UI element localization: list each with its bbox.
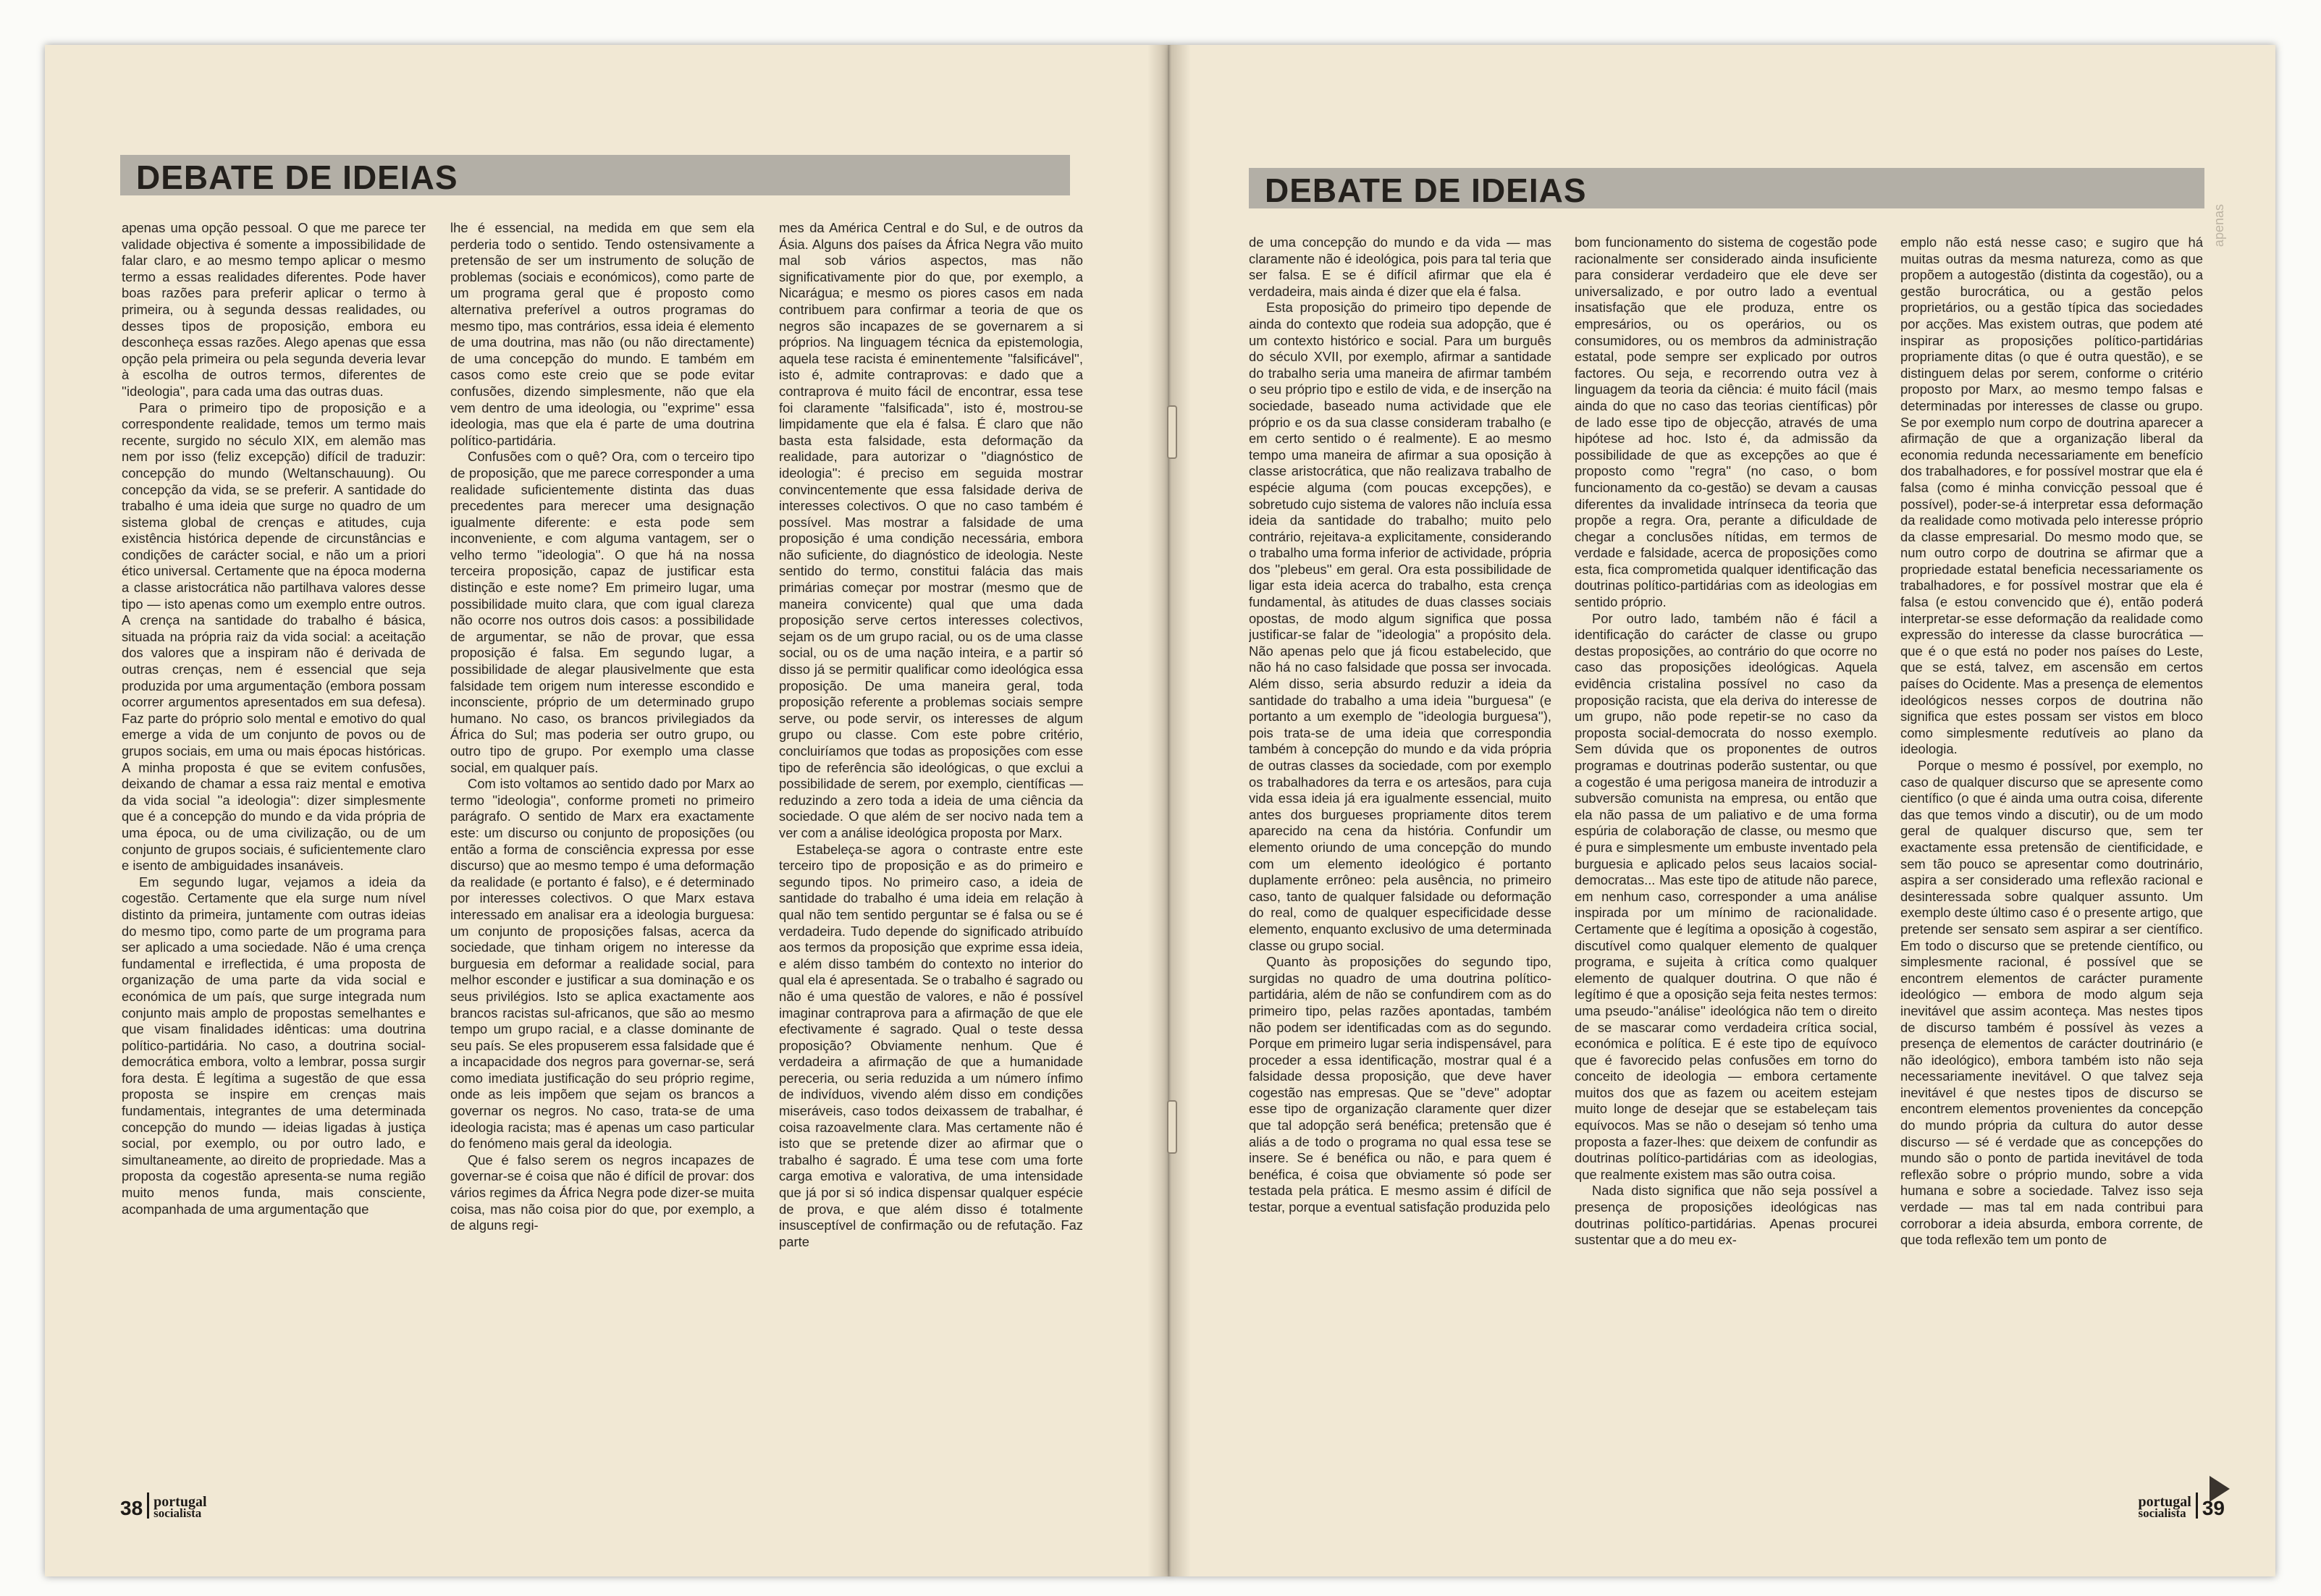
paragraph: Que é falso serem os negros incapazes de governar-se é coisa que não é difícil de provar: dos vários regimes da África Negra pode dizer-se muita coisa, mas não coisa pior do que, por exemplo, a de alguns regi- [450, 1152, 754, 1233]
footer-divider [147, 1492, 149, 1519]
text-column-2 [1575, 235, 1877, 1552]
text-column-1 [122, 220, 426, 1549]
paragraph: Para o primeiro tipo de proposição e a correspondente realidade, temos um termo mais recente, surgido no século XIX, em alemão mas nem por isso (feliz excepção) difícil de traduzir: concepção do mundo (Weltanschauung). Ou concepção da vida, se se preferir. A santidade do trabalho é uma ideia que surge no quadro de um sistema global de crenças e atitudes, cuja existência histórica depende de circunstâncias e condições de carácter social, e não um a priori ético universal. Certamente que na época moderna a classe aristocrática não partilhava valores desse tipo — isto apenas como um exemplo entre outros. A crença na santidade do trabalho é básica, situada na própria raiz da vida social: a aceitação dos valores que a inspiram não é derivada de outras crenças, nem é essencial que seja produzida por uma argumentação (embora possam ocorrer argumentos apresentados em sua defesa). Faz parte do próprio solo mental e emotivo do qual emerge a vida de um conjunto de povos ou de grupos sociais, em uma ou mais épocas históricas. A minha proposta é que se evitem confusões, deixando de chamar a essa raiz mental e emotiva da vida social ''a ideologia'': dizer simplesmente que é a concepção do mundo e da vida própria de uma época, ou de uma civilização, ou de um conjunto de grupos sociais, é suficientemente claro e isento de ambiguidades insanáveis. [122, 400, 426, 874]
page-footer [120, 1492, 207, 1519]
binding-gutter [1147, 45, 1191, 1576]
paragraph: Estabeleça-se agora o contraste entre este terceiro tipo de proposição e as do primeiro e segundo tipos. No primeiro caso, a ideia de santidade do trabalho é uma ideia em relação à qual não tem sentido perguntar se é falsa ou se é verdadeira. Tudo depende do significado atribuído aos termos da proposição que exprime essa ideia, e além disso também do contexto no interior do qual ela é apresentada. Se o trabalho é sagrado ou não é uma questão de valores, e não é possível imaginar contraprova para a afirmação de que ele efectivamente é sagrado. Qual o teste dessa proposição? Obviamente nenhum. Que é verdadeira a afirmação de que a humanidade pereceria, ou seria reduzida a um número ínfimo de indivíduos, vivendo além disso em condições miseráveis, caso todos deixassem de trabalhar, é coisa razoavelmente clara. Mas certamente não é isto que se pretende dizer ao afirmar que o trabalho é sagrado. É uma tese com uma forte carga emotiva e valorativa, de uma intensidade que já por si só indica dispensar qualquer espécie de prova, e que além disso é totalmente insusceptível de confirmação ou de refutação. Faz parte [779, 841, 1083, 1249]
page-number: 39 [2202, 1497, 2225, 1519]
section-header-bar [1249, 168, 2204, 208]
paragraph: lhe é essencial, na medida em que sem ela perderia todo o sentido. Tendo ostensivamente a pretensão de ser um instrumento de solução de problemas (sociais e económicos), como parte de um programa geral que é proposto como alternativa preferível a outros programas do mesmo tipo, mas contrários, essa ideia é elemento de uma doutrina, mas não (ou não directamente) de uma concepção do mundo. E também em casos como este creio que se pode evitar confusões, dizendo simplesmente, não que ela vem dentro de uma ideologia, ou ''exprime'' essa ideologia, mas que ela é parte de uma doutrina político-partidária. [450, 220, 754, 448]
text-column-3 [1900, 235, 2203, 1552]
staple [1167, 405, 1177, 459]
bleed-through-text: apenas [2212, 204, 2226, 248]
paragraph: emplo não está nesse caso; e sugiro que há muitas outras da mesma natureza, como as que propõem a autogestão (distinta da cogestão), ou a gestão burocrática, ou a gestão pelos proprietários, ou a gestão típica das sociedades por acções. Mas existem outras, que podem até inspirar as proposições político-partidárias propriamente ditas (o que é outra questão), e se distinguem delas por serem, conforme o critério proposto por Marx, ao mesmo tempo falsas e determinadas por interesses de classe ou grupo. Se por exemplo num corpo de doutrina aparecer a afirmação de que a organização liberal da economia redunda necessariamente em benefício dos trabalhadores, e for possível mostrar que ela é falsa (como é minha convicção pessoal que é possível), poder-se-á interpretar essa deformação da realidade como motivada pelo interesse próprio da classe empresarial. Do mesmo modo que, se num outro corpo de doutrina se afirmar que a propriedade estatal beneficia necessariamente os trabalhadores, e for possível mostrar que ela é falsa (e estou convencido que é), então poderá interpretar-se esse deformação da realidade como expressão do interesse da classe burocrática — que é o que está no poder nos países do Leste, que se está, talvez, em ascensão em certos países do Ocidente. Mas a presença de elementos ideológicos nesses corpos de doutrina não significa que estes possam ser vistos em bloco como simplesmente redutíveis ao plano da ideologia. [1900, 235, 2203, 757]
page-footer [2139, 1492, 2225, 1519]
page-number: 38 [120, 1497, 143, 1519]
paragraph: Esta proposição do primeiro tipo depende de ainda do contexto que rodeia sua adopção, que é um contexto histórico e social. Para um burguês do século XVII, por exemplo, afirmar a santidade do trabalho seria uma maneira de afirmar também o seu próprio tipo e estilo de vida, e de inserção na sociedade, baseado numa actividade que ele próprio e os da sua classe consideram trabalho (e em certo sentido o é realmente). E ao mesmo tempo uma maneira de afirmar a sua oposição à classe aristocrática, que não realizava trabalho de espécie alguma (com poucas excepções), e sobretudo cujo sistema de valores não incluía essa ideia da santidade do trabalho; muito pelo contrário, rejeitava-a explicitamente, considerando o trabalho uma forma inferior de actividade, própria dos ''plebeus'' em geral. Ora esta possibilidade de ligar esta ideia acerca do trabalho, esta crença fundamental, às atitudes de duas classes sociais opostas, de modo algum significa que possa justificar-se falar de ''ideologia'' a propósito dela. Não apenas pelo que já ficou estabelecido, que não há no caso falsidade que possa ser invocada. Além disso, seria absurdo reduzir a ideia da santidade do trabalho a uma ideia ''burguesa'' (e portanto a um exemplo de ''ideologia burguesa''), pois trata-se de uma ideia que correspondia também à concepção do mundo e da vida própria de outras classes da sociedade, com por exemplo os trabalhadores da terra e os artesãos, para cuja vida essa ideia já era igualmente essencial, muito antes dos burgueses propriamente ditos terem aparecido na cena da história. Confundir um elemento oriundo de uma concepção do mundo com um elemento ideológico é portanto duplamente errôneo: pela ausência, no primeiro caso, tanto de qualquer falsidade ou deformação do real, como de qualquer especificidade desse elemento, enquanto exclusivo de uma determinada classe ou grupo social. [1249, 300, 1551, 953]
paragraph: Com isto voltamos ao sentido dado por Marx ao termo ''ideologia'', conforme prometi no primeiro parágrafo. O sentido de Marx era exactamente este: um discurso ou conjunto de proposições (ou então a forma de consciência expressa por esse discurso) que ao mesmo tempo é uma deformação da realidade (e portanto é falso), e é determinado por interesses colectivos. O que Marx estava interessado em analisar era a ideologia burguesa: um conjunto de proposições falsas, acerca da sociedade, que tinham origem no interesse da burguesia em deformar a realidade social, para melhor esconder e justificar a sua dominação e os seus privilégios. Isto se aplica exactamente aos brancos racistas sul-africanos, que são ao mesmo tempo um grupo racial, e a classe dominante de seu país. Se eles propuserem essa falsidade que é a incapacidade dos negros para governar-se, será como imediata justificação do seu próprio regime, onde as leis impõem que sejam os brancos a governar os negros. No caso, trata-se de uma ideologia racista; mas é apenas um caso particular do fenómeno mais geral da ideologia. [450, 776, 754, 1152]
paragraph: bom funcionamento do sistema de cogestão pode racionalmente ser considerado ainda insuficiente para considerar verdadeiro que ele deve ser universalizado, e por outro lado a eventual insatisfação que ele produza, entre os empresários, ou os operários, ou os consumidores, ou os membros da administração estatal, pode sempre ser explicado por outros factores. Ou seja, e recorrendo outra vez à linguagem da teoria da ciência: é muito fácil (mais ainda do que no caso das teorias científicas) pôr de lado esse tipo de objecção, através de uma hipótese ad hoc. Isto é, da admissão da possibilidade de que as excepções ao que é proposto como ''regra'' (no caso, o bom funcionamento da co-gestão) se devam a causas diferentes da invalidade intrínseca da teoria que propõe a regra. Ora, perante a dificuldade de chegar a conclusões nítidas, em termos de verdade e falsidade, acerca de proposições como esta, fica comprometida qualquer identificação das doutrinas político-partidárias com as ideologias em sentido próprio. [1575, 235, 1877, 610]
paragraph: Nada disto significa que não seja possível a presença de proposições ideológicas nas doutrinas político-partidárias. Apenas procurei sustentar que a do meu ex- [1575, 1183, 1877, 1248]
text-column-2 [450, 220, 754, 1549]
paragraph: mes da América Central e do Sul, e de outros da Ásia. Alguns dos países da África Negra vão muito mal sob vários aspectos, mas não significativamente pior do que, por exemplo, a Nicarágua; e mesmo os piores casos em nada contribuem para confirmar a teoria de que os negros são incapazes de se governarem a si próprios. Na linguagem técnica da epistemologia, aquela tese racista é eminentemente ''falsificável'', isto é, admite contraprovas: e dado que a contraprova é muito fácil de encontrar, essa tese foi claramente ''falsificada'', isto é, mostrou-se limpidamente que ela é falsa. É claro que não basta esta falsidade, esta deformação da realidade, para autorizar o ''diagnóstico de ideologia'': é preciso em seguida mostrar convincentemente que essa falsidade deriva de interesses colectivos. O que no caso também é possível. Mas mostrar a falsidade de uma proposição é uma condição necessária, embora não suficiente, do diagnóstico de ideologia. Neste sentido do termo, constitui falácia das mais primárias começar por mostrar (mesmo que de maneira convicente) qual que uma dada proposição serve certos interesses colectivos, sejam os de um grupo racial, ou os de uma classe social, ou os de uma nação inteira, e a partir só disso já se permitir qualificar como ideológica essa proposição. De uma maneira geral, toda proposição referente a problemas sociais sempre serve, ou pode servir, os interesses de algum grupo ou classe. Com este pobre critério, concluiríamos que todas as proposições com esse tipo de referência são ideológicas, o que exclui a possibilidade de serem, por exemplo, científicas — reduzindo a zero toda a ideia de uma ciência da sociedade. O que além de ser nocivo nada tem a ver com a análise ideológica proposta por Marx. [779, 220, 1083, 840]
left-page [45, 45, 1171, 1576]
footer-divider [2196, 1492, 2198, 1519]
paragraph: Quanto às proposições do segundo tipo, surgidas no quadro de uma doutrina político-partidária, além de não se confundirem com as do primeiro tipo, pelas razões apontadas, também não podem ser identificadas com as do segundo. Porque em primeiro lugar seria indispensável, para proceder a essa identificação, mostrar qual é a falsidade dessa proposição, que deve haver cogestão nas empresas. Que se ''deve'' adoptar esse tipo de organização claramente quer dizer que tal adopção será benéfica; pretensão que é aliás a de todo o programa no qual essa tese se insere. Se é benéfica ou não, e para quem é benéfica, é coisa que obviamente só pode ser testada pela prática. E mesmo assim é difícil de testar, porque a eventual satisfação produzida pelo [1249, 954, 1551, 1215]
paragraph: apenas uma opção pessoal. O que me parece ter validade objectiva é somente a impossibilidade de falar claro, e ao mesmo tempo aplicar o mesmo termo a essas realidades diferentes. Pode haver boas razões para preferir aplicar o termo à primeira, ou à segunda dessas realidades, ou desses tipos de proposição, embora eu desconheça essas razões. Alego apenas que essa opção pela primeira ou pela segunda deveria levar à escolha de outros termos, diferentes de ''ideologia'', para cada uma das outras duas. [122, 220, 426, 399]
paragraph: de uma concepção do mundo e da vida — mas claramente não é ideológica, pois para tal teria que ser falsa. E se é difícil afirmar que ela é verdadeira, mais ainda é dizer que ela é falsa. [1249, 235, 1551, 299]
text-column-3 [779, 220, 1083, 1549]
magazine-logo: portugal socialista [2138, 1494, 2191, 1520]
staple [1167, 1100, 1177, 1154]
section-header-bar [120, 155, 1070, 195]
paragraph: Por outro lado, também não é fácil a identificação do carácter de classe ou grupo destas proposições, ao contrário do que ocorre no caso das proposições ideológicas. Aquela evidência cristalina possível no caso da proposição racista, que ela deriva do interesse de um grupo, não pode repetir-se no caso da proposta social-democrata do nosso exemplo. Sem dúvida que os proponentes de outros programas e doutrinas poderão sustentar, ou que a cogestão é uma perigosa maneira de introduzir a subversão comunista na empresa, ou então que ela não passa de um paliativo e de uma forma espúria de colaboração de classe, ou mesmo que é pura e simplesmente um embuste inventado pela burguesia e aplicado pelos seus lacaios social-democratas... Mas este tipo de atitude não parece, em nenhum caso, corresponder a uma análise inspirada por um mínimo de racionalidade. Certamente que é legítima a oposição à cogestão, discutível como qualquer elemento de qualquer programa, e sujeita à crítica como qualquer elemento de qualquer doutrina. O que não é legítimo é que a oposição seja feita nestes termos: uma pseudo-''análise'' ideológica não tem o direito de se mascarar como verdadeira crítica social, económica e política. E é este tipo de equívoco que é favorecido pelas confusões em torno do conceito de ideologia — embora certamente muitos dos que as fazem ou aceitem estejam muito longe de desejar que se estabeleçam tais equívocos. Mas se não o desejam só tenho uma proposta a fazer-lhes: que deixem de confundir as doutrinas político-partidárias com as ideologias, que realmente existem mas são outra coisa. [1575, 610, 1877, 1182]
paragraph: Em segundo lugar, vejamos a ideia da cogestão. Certamente que ela surge num nível distinto da primeira, juntamente com outras ideias do mesmo tipo, como parte de um programa para ser aplicado a uma sociedade. Não é uma crença fundamental e irreflectida, é uma proposta de organização de uma parte da vida social e económica de um país, que surge integrada num conjunto mais amplo de propostas semelhantes e que visam finalidades idênticas: uma doutrina político-partidária. No caso, a doutrina social-democrática embora, volto a lembrar, possa surgir fora desta. É legítima a sugestão de que essa proposta se inspire em crenças mais fundamentais, integrantes de uma determinada concepção do mundo — ideias ligadas à justiça social, por exemplo, ou por outro lado, e simultaneamente, ao direito de propriedade. Mas a proposta da cogestão apresenta-se numa região muito menos funda, mais consciente, acompanhada de uma argumentação que [122, 874, 426, 1217]
paragraph: Confusões com o quê? Ora, com o terceiro tipo de proposição, que me parece corresponder a uma realidade suficientemente distinta das duas precedentes para merecer uma designação igualmente diferente: e esta pode sem inconveniente, e com alguma vantagem, ser o velho termo ''ideologia''. O que há na nossa terceira proposição, capaz de justificar esta distinção e este nome? Em primeiro lugar, uma possibilidade muito clara, que com igual clareza não ocorre nos outros dois casos: a possibilidade de argumentar, se não de provar, que essa proposição é falsa. Em segundo lugar, a possibilidade de alegar plausivelmente que esta falsidade tem origem num interesse escondido e inconsciente, próprio de um determinado grupo humano. No caso, os brancos privilegiados da África do Sul; mas poderia ser outro grupo, ou outro tipo de grupo. Por exemplo uma classe social, em qualquer país. [450, 449, 754, 775]
right-page [1169, 45, 2275, 1576]
magazine-logo: portugal socialista [153, 1494, 207, 1520]
section-title: DEBATE DE IDEIAS [136, 159, 458, 196]
section-title: DEBATE DE IDEIAS [1265, 172, 1587, 209]
paragraph: Porque o mesmo é possível, por exemplo, no caso de qualquer discurso que se apresente como científico (o que é ainda uma outra coisa, diferente das que temos vindo a discutir), ou de um modo geral de qualquer discurso que, sem ter exactamente essa pretensão de cientificidade, e sem tão pouco se apresentar como doutrinário, aspira a ser considerado uma reflexão racional e desinteressada sobre qualquer assunto. Um exemplo deste último caso é o presente artigo, que pretende ser sensato sem aspirar a ser científico. Em todo o discurso que se pretende científico, ou simplesmente racional, é possível que se encontrem elementos de carácter puramente ideológico — embora de modo algum seja inevitável que assim aconteça. Mas nestes tipos de discurso também é possível às vezes a presença de elementos de carácter doutrinário (e não ideológico), embora também isto não seja necessariamente inevitável. O que talvez seja inevitável é que nestes tipos de discurso se encontrem elementos provenientes da concepção do mundo própria da cultura do autor desse discurso — sé é verdade que as concepções do mundo são o ponto de partida inevitável de toda reflexão sobre o próprio mundo, sobre a vida humana e sobre a sociedade. Talvez isso seja verdade — mas tal em nada contribui para corroborar a ideia absurda, embora corrente, de que toda reflexão tem um ponto de [1900, 758, 2203, 1248]
text-column-1 [1249, 235, 1551, 1552]
